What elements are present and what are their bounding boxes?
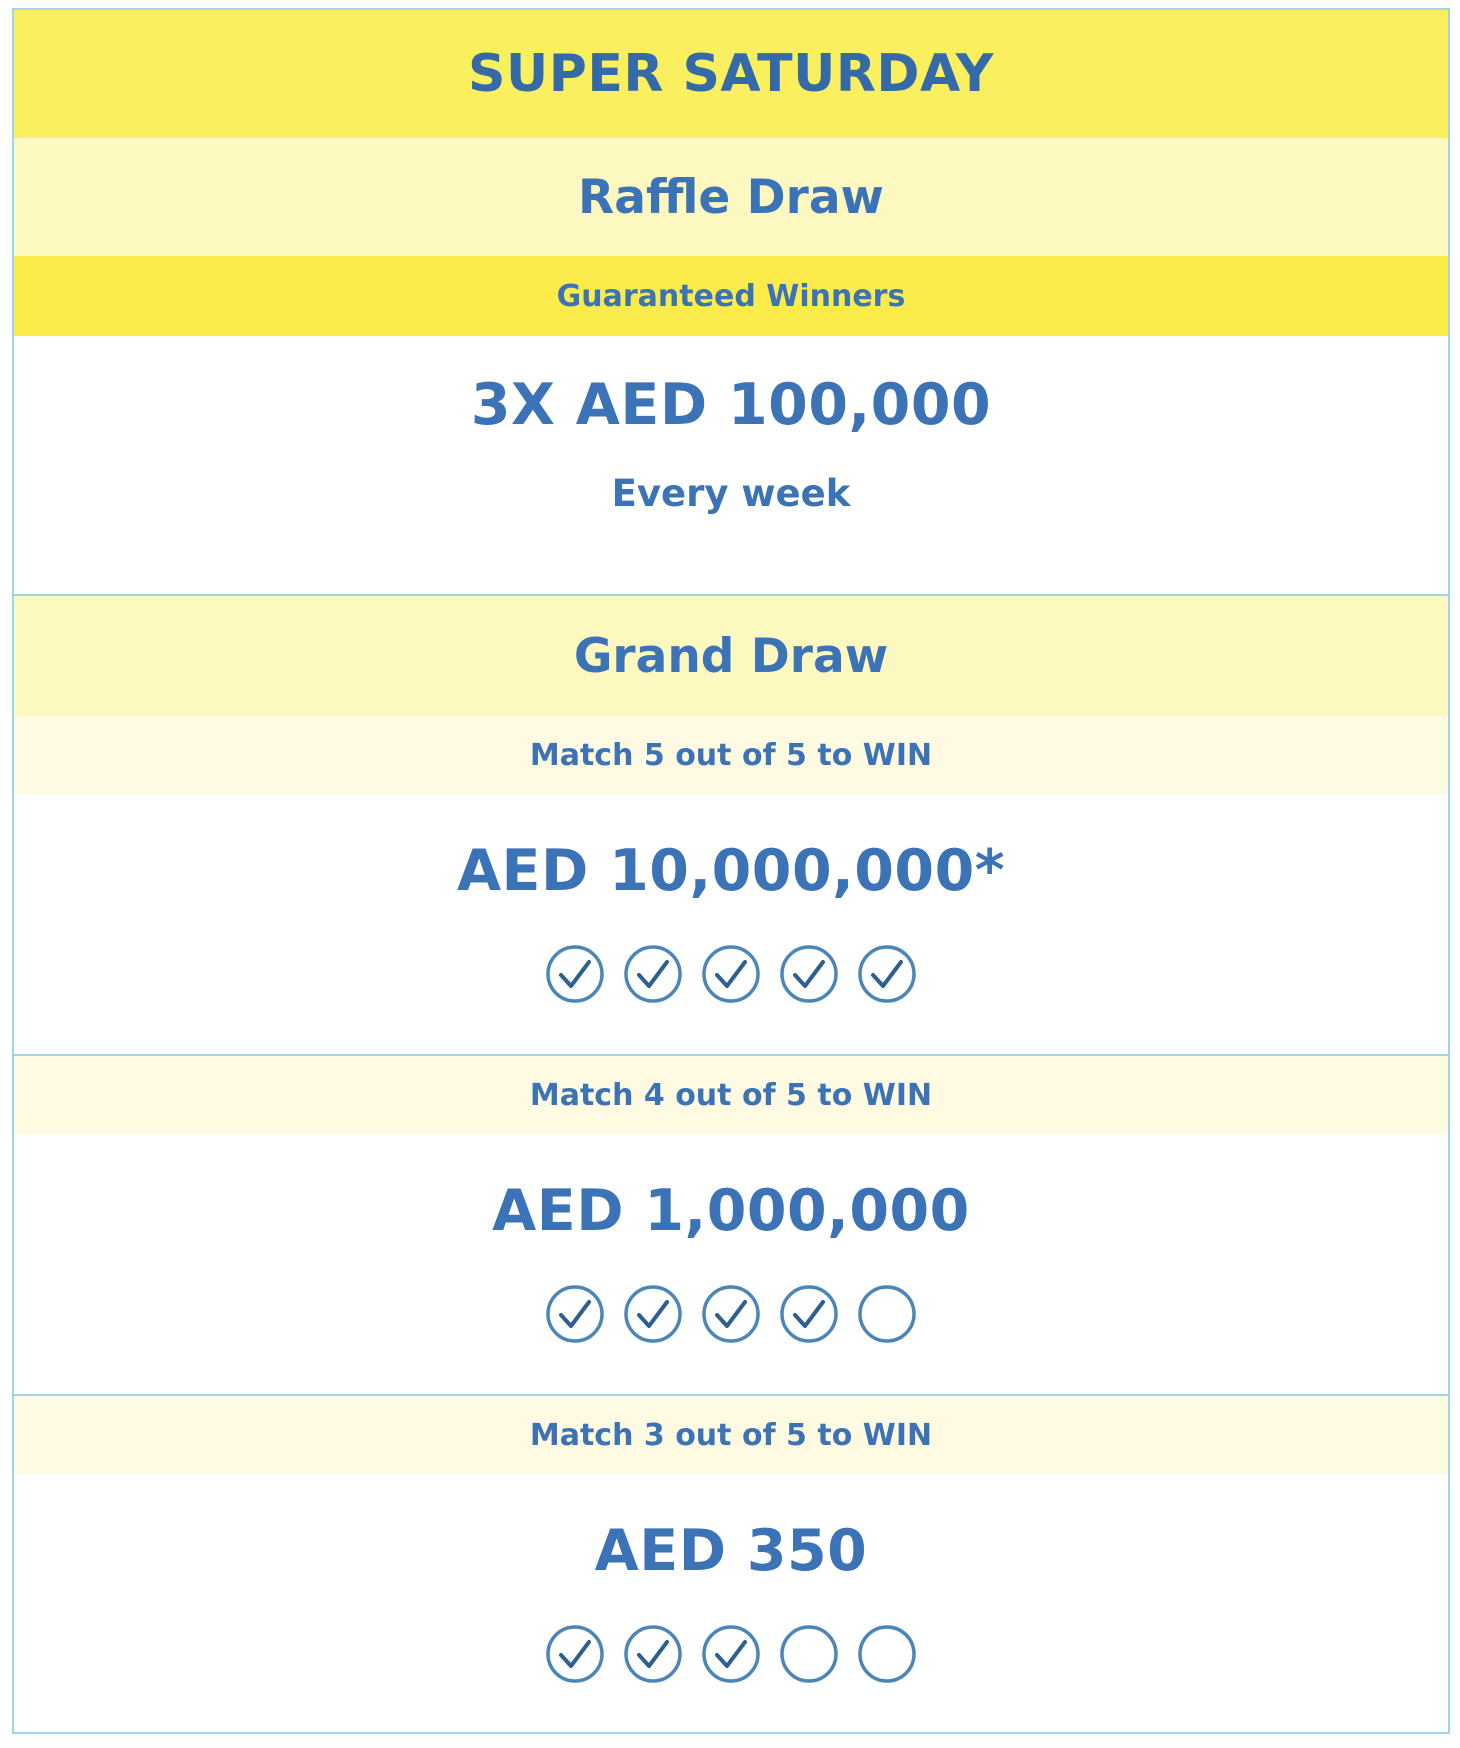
check-circle-icon xyxy=(779,1284,839,1344)
check-circle-icon xyxy=(623,1624,683,1684)
check-circle-icon xyxy=(701,944,761,1004)
check-circle-icon xyxy=(623,944,683,1004)
tier-3-section xyxy=(14,1474,1448,1732)
empty-circle-icon xyxy=(857,1284,917,1344)
check-circle-icon xyxy=(857,944,917,1004)
empty-circle-icon xyxy=(779,1624,839,1684)
prize-table xyxy=(12,8,1450,1734)
tier-1-prize-amount: AED 10,000,000* xyxy=(456,838,1006,904)
empty-circle-icon xyxy=(857,1624,917,1684)
tier-1-match-label: Match 5 out of 5 to WIN xyxy=(14,716,1448,794)
raffle-draw-heading: Raffle Draw xyxy=(14,138,1448,256)
tier-2-section xyxy=(14,1134,1448,1396)
page-title: SUPER SATURDAY xyxy=(14,10,1448,138)
tier-1-section xyxy=(14,794,1448,1064)
tier-3-match-label: Match 3 out of 5 to WIN xyxy=(14,1396,1448,1474)
tier-2-match-indicators xyxy=(14,1284,1448,1344)
guaranteed-winners-label: Guaranteed Winners xyxy=(14,256,1448,336)
check-circle-icon xyxy=(623,1284,683,1344)
grand-draw-heading: Grand Draw xyxy=(14,596,1448,716)
tier-3-match-indicators xyxy=(14,1624,1448,1684)
tier-1-match-indicators xyxy=(14,944,1448,1004)
tier-2-match-label: Match 4 out of 5 to WIN xyxy=(14,1056,1448,1134)
check-circle-icon xyxy=(545,1624,605,1684)
check-circle-icon xyxy=(779,944,839,1004)
raffle-frequency: Every week xyxy=(611,472,851,515)
check-circle-icon xyxy=(545,1284,605,1344)
tier-3-prize-amount: AED 350 xyxy=(594,1518,868,1584)
raffle-prize-amount: 3X AED 100,000 xyxy=(470,372,992,438)
raffle-prize-section xyxy=(14,336,1448,544)
tier-2-prize-amount: AED 1,000,000 xyxy=(492,1178,970,1244)
check-circle-icon xyxy=(701,1624,761,1684)
check-circle-icon xyxy=(701,1284,761,1344)
check-circle-icon xyxy=(545,944,605,1004)
